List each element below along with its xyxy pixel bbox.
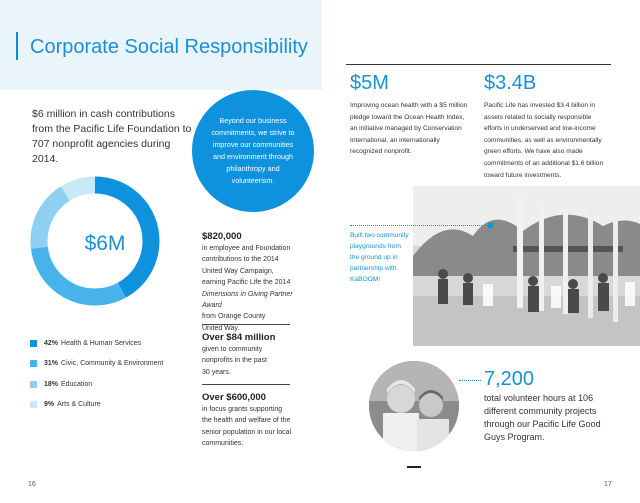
intro-text: $6 million in cash contributions from the Pacific Life Foundation to 707 nonprofit agencies during 2014. xyxy=(32,108,192,165)
stat-line: nonprofits in the past xyxy=(202,357,267,365)
volunteer-hours-number: 7,200 xyxy=(484,368,535,390)
stat-divider xyxy=(202,384,290,385)
award-name: Dimensions in Giving Partner Award xyxy=(202,290,293,310)
investment-text: Pacific Life has invested $3.4 billion in assets related to socially responsible efforts in underserved and low-income communities, as well as environmentally green efforts. We have also made commitments of an additional $1.6 billion toward future investments. xyxy=(484,102,604,179)
stat-line: in employee and Foundation xyxy=(202,245,291,252)
legend-label: Health & Human Services xyxy=(61,339,142,347)
stat-line: contributions to the 2014 xyxy=(202,256,279,264)
legend-item xyxy=(30,374,163,395)
legend-label: Arts & Culture xyxy=(57,401,101,409)
legend-item xyxy=(30,395,163,416)
volunteer-connector xyxy=(459,380,481,381)
title-accent-bar xyxy=(16,32,18,60)
stat-line: earning Pacific Life the 2014 xyxy=(202,279,291,287)
volunteers-photo xyxy=(369,361,459,451)
stat-84-million xyxy=(202,332,298,378)
bottom-accent-rule xyxy=(407,466,421,468)
legend-swatch xyxy=(30,381,37,388)
stat-line: from Orange County xyxy=(202,313,266,321)
stat-amount: Over $600,000 xyxy=(202,392,266,403)
stat-line: United Way Campaign, xyxy=(202,267,274,275)
playground-build-photo xyxy=(413,186,640,346)
stat-line: United Way. xyxy=(202,324,240,332)
legend-swatch xyxy=(30,360,37,367)
connector-dot xyxy=(488,223,493,228)
top-divider xyxy=(346,64,611,65)
legend-swatch xyxy=(30,340,37,347)
stat-amount: Over $84 million xyxy=(202,332,276,343)
stat-line xyxy=(202,289,298,312)
legend-label: Education xyxy=(61,380,93,388)
stat-line: in focus grants supporting xyxy=(202,406,283,413)
stat-amount: $820,000 xyxy=(202,231,242,242)
mission-bubble xyxy=(192,90,314,212)
legend-percent: 9% xyxy=(44,401,55,409)
amount-5m: $5M xyxy=(350,72,389,94)
stat-divider xyxy=(202,324,290,325)
playground-caption: Built two community playgrounds from the ground up in partnership with KaBOOM! xyxy=(350,232,409,283)
amount-3-4b: $3.4B xyxy=(484,72,537,94)
page-title: Corporate Social Responsibility xyxy=(30,36,308,58)
legend-item xyxy=(30,354,163,375)
legend-label: Civic, Community & Environment xyxy=(61,360,164,368)
stat-line: 30 years. xyxy=(202,368,231,376)
left-page-number: 16 xyxy=(28,481,36,488)
stat-600k xyxy=(202,392,298,450)
mission-text: Beyond our business commitments, we strive to improve our communities and environment through philanthropy and volunteerism. xyxy=(211,116,295,185)
stat-line: given to community xyxy=(202,346,263,353)
legend-percent: 31% xyxy=(44,360,59,368)
stat-line: the health and welfare of the xyxy=(202,417,291,425)
right-page-number: 17 xyxy=(604,481,612,488)
chart-legend xyxy=(30,333,163,415)
legend-item xyxy=(30,333,163,354)
donut-center-label: $6M xyxy=(84,232,126,255)
volunteer-hours-text: total volunteer hours at 106 different community projects through our Pacific Life Good Guys Program. xyxy=(484,393,601,442)
legend-percent: 18% xyxy=(44,380,59,388)
legend-swatch xyxy=(30,401,37,408)
stat-united-way xyxy=(202,231,298,334)
legend-percent: 42% xyxy=(44,339,59,347)
stat-line: senior population in our local xyxy=(202,428,292,436)
caption-connector xyxy=(350,225,488,226)
ocean-health-text: Improving ocean health with a $5 million pledge toward the Ocean Health Index, an initiative managed by Conservation International, an internationally recognized nonprofit. xyxy=(350,102,468,156)
stat-line: communities. xyxy=(202,440,244,448)
